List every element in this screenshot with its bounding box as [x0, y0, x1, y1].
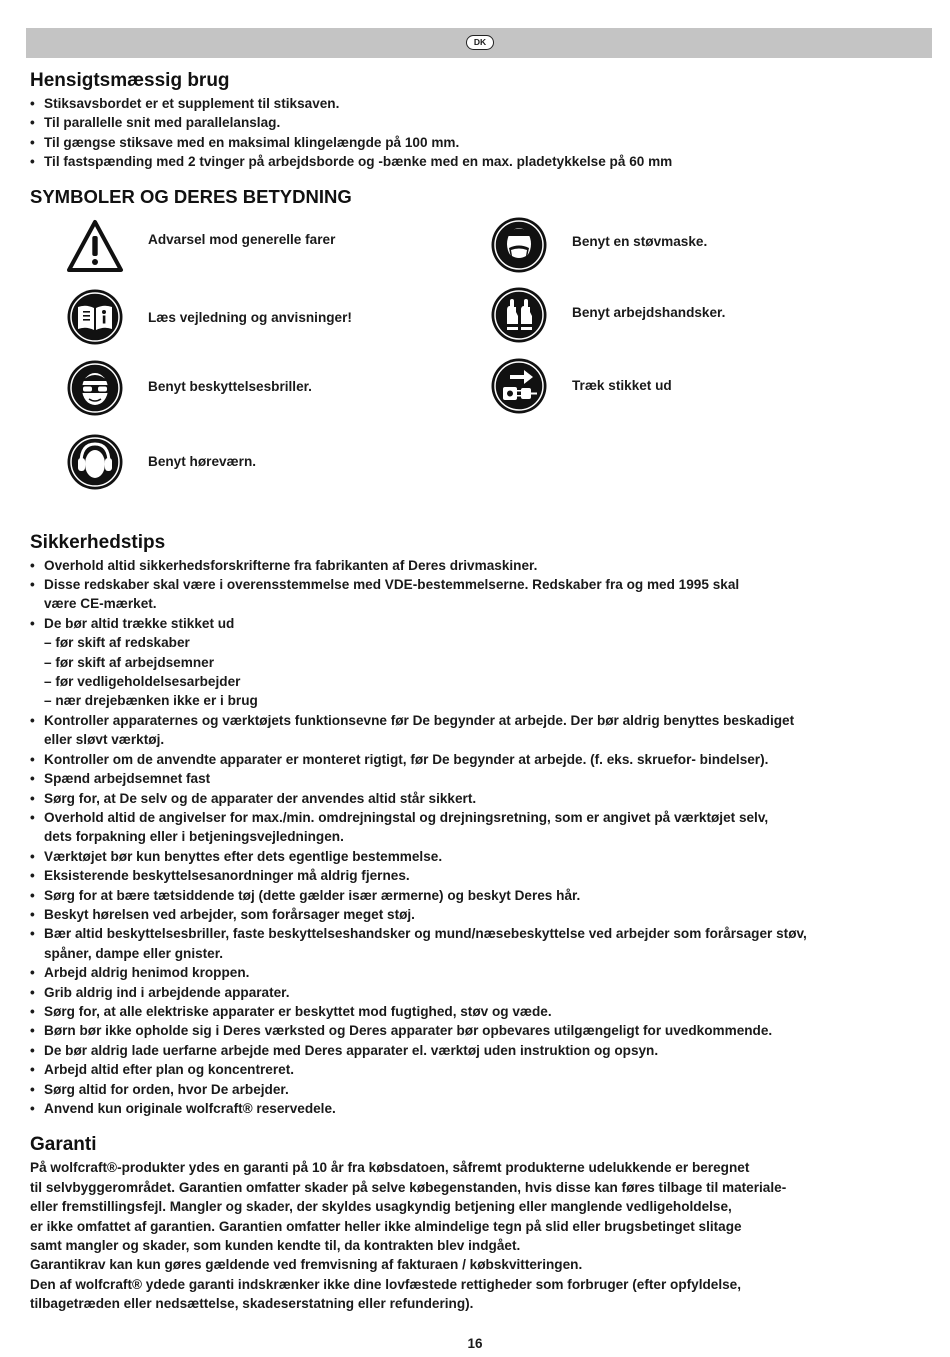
read-manual-icon — [66, 288, 124, 346]
list-item-text: • Anvend kun originale wolfcraft® reservedele. — [44, 1101, 336, 1116]
list-item-continuation: – før skift af arbejdsemner — [44, 654, 214, 670]
list-item-text: • De bør aldrig lade uerfarne arbejde med Deres apparater el. værktøj uden instruktion og opsyn. — [44, 1042, 659, 1058]
dust-mask-icon — [490, 216, 548, 274]
symbols-grid — [30, 218, 930, 528]
warranty-line: samt mangler og skader, som kunden kendte til, da kontrakten blev indgået. — [30, 1238, 521, 1254]
intended-use-list — [30, 94, 930, 172]
list-item-text: • Børn bør ikke opholde sig i Deres værksted og Deres apparater bør opbevares utilgængeligt for uvedkommende. — [44, 1023, 773, 1039]
warning-triangle-icon — [66, 218, 124, 276]
intended-use-heading: Hensigtsmæssig brug — [30, 70, 230, 91]
list-item-continuation: eller sløvt værktøj. — [44, 732, 165, 748]
list-item-text: • Spænd arbejdsemnet fast — [44, 771, 211, 787]
symbols-heading: SYMBOLER OG DERES BETYDNING — [30, 185, 352, 207]
list-item-text: • Sørg for at bære tætsiddende tøj (dette gælder især ærmerne) og beskyt Deres hår. — [44, 887, 581, 903]
list-item-text: • De bør altid trække stikket ud — [44, 615, 235, 631]
safety-list — [30, 556, 930, 1119]
list-item-continuation: være CE-mærket. — [44, 596, 157, 612]
list-item — [30, 905, 930, 924]
list-item-text: • Kontroller om de anvendte apparater er monteret rigtigt, før De begynder at arbejde. (f. eks. skruefor- bindelser). — [44, 751, 769, 767]
list-item-text: • Kontroller apparaternes og værktøjets funktionsevne før De begynder at arbejde. Der bør aldrig benyttes beskadiget — [44, 712, 795, 728]
list-item-continuation: – før vedligeholdelsesarbejder — [44, 674, 241, 690]
symbol-label: Benyt arbejdshandsker. — [572, 304, 726, 320]
list-item-text: • Eksisterende beskyttelsesanordninger må aldrig fjernes. — [44, 868, 410, 884]
page-number: 16 — [467, 1336, 483, 1351]
unplug-icon — [490, 357, 548, 415]
list-item-text: • Overhold altid de angivelser for max./min. omdrejningstal og drejningsretning, som er angivet på værktøjet selv, — [44, 809, 769, 825]
list-item-text: • Beskyt hørelsen ved arbejder, som forårsager meget støj. — [44, 906, 415, 922]
list-item — [30, 808, 930, 847]
list-item-text: • Sørg for, at alle elektriske apparater er beskyttet mod fugtighed, støv og væde. — [44, 1003, 552, 1019]
list-item-text: • Bær altid beskyttelsesbriller, faste beskyttelseshandsker og mund/næsebeskyttelse ved arbejder som forårsager støv, — [44, 926, 807, 942]
list-item — [30, 924, 930, 963]
list-item — [30, 711, 930, 750]
warranty-line: Garantikrav kan kun gøres gældende ved fremvisning af fakturaen / købskvitteringen. — [30, 1257, 583, 1273]
symbol-label: Benyt en støvmaske. — [572, 233, 708, 249]
list-item — [30, 769, 930, 788]
list-item-text: • Værktøjet bør kun benyttes efter dets egentlige bestemmelse. — [44, 848, 443, 864]
warranty-line: tilbagetræden eller nedsættelse, skadeserstatning eller refundering). — [30, 1296, 474, 1312]
symbol-label: Træk stikket ud — [572, 377, 672, 393]
warranty-heading: Garanti — [30, 1134, 97, 1156]
list-item — [30, 1021, 930, 1040]
safety-goggles-icon — [66, 359, 124, 417]
list-item — [30, 886, 930, 905]
list-item-continuation: spåner, dampe eller gnister. — [44, 945, 224, 961]
work-gloves-icon — [490, 286, 548, 344]
list-item-continuation: dets forpakning eller i betjeningsvejledningen. — [44, 829, 344, 845]
warranty-text — [30, 1158, 930, 1313]
list-item-text: • Arbejd aldrig henimod kroppen. — [44, 965, 250, 981]
list-item — [30, 847, 930, 866]
list-item-text: • Arbejd altid efter plan og koncentreret. — [44, 1062, 295, 1078]
symbol-label: Advarsel mod generelle farer — [148, 231, 336, 247]
warranty-line: På wolfcraft®-produkter ydes en garanti på 10 år fra købsdatoen, såfremt produkterne udelukkende er beregnet — [30, 1160, 750, 1176]
list-item — [30, 963, 930, 982]
list-item: • Til parallelle snit med parallelanslag. — [30, 113, 930, 132]
warranty-line: Den af wolfcraft® ydede garanti indskrænker ikke dine lovfæstede rettigheder som forbruger (efter opfyldelse, — [30, 1276, 742, 1292]
list-item-text: • Overhold altid sikkerhedsforskrifterne fra fabrikanten af Deres drivmaskiner. — [44, 557, 538, 573]
list-item — [30, 556, 930, 575]
list-item: • Til fastspænding med 2 tvinger på arbejdsborde og -bænke med en max. pladetykkelse på 60 mm — [30, 152, 930, 171]
list-item-text: • Grib aldrig ind i arbejdende apparater. — [44, 984, 290, 1000]
safety-heading: Sikkerhedstips — [30, 531, 166, 553]
language-badge: DK — [466, 35, 494, 50]
list-item: • Stiksavsbordet er et supplement til stiksaven. — [30, 94, 930, 113]
list-item-text: • Sørg for, at De selv og de apparater der anvendes altid står sikkert. — [44, 790, 477, 806]
list-item — [30, 866, 930, 885]
list-item — [30, 575, 930, 614]
list-item — [30, 1060, 930, 1079]
symbol-label: Benyt høreværn. — [148, 453, 257, 469]
list-item-text: • Disse redskaber skal være i overensstemmelse med VDE-bestemmelserne. Redskaber fra og med 1995 skal — [44, 577, 740, 593]
page-content — [30, 68, 930, 1314]
list-item: • Til gængse stiksave med en maksimal klingelængde på 100 mm. — [30, 133, 930, 152]
list-item — [30, 1099, 930, 1118]
list-item — [30, 750, 930, 769]
ear-protection-icon — [66, 433, 124, 491]
warranty-line: er ikke omfattet af garantien. Garantien omfatter heller ikke almindelige tegn på slid eller brugsbetinget slitage — [30, 1218, 742, 1234]
list-item-continuation: – før skift af redskaber — [44, 635, 190, 651]
list-item — [30, 789, 930, 808]
list-item-text: • Sørg altid for orden, hvor De arbejder. — [44, 1081, 289, 1097]
warranty-line: eller fremstillingsfejl. Mangler og skader, der skyldes usagkyndig betjening eller manglende vedligeholdelse, — [30, 1199, 732, 1215]
list-item — [30, 1041, 930, 1060]
list-item — [30, 1080, 930, 1099]
warranty-line: til selvbyggerområdet. Garantien omfatter skader på selve købegenstanden, hvis disse kan føres tilbage til materiale- — [30, 1179, 787, 1195]
list-item — [30, 983, 930, 1002]
list-item-continuation: – nær drejebænken ikke er i brug — [44, 693, 258, 709]
symbol-label: Læs vejledning og anvisninger! — [148, 309, 352, 325]
list-item — [30, 614, 930, 711]
list-item — [30, 1002, 930, 1021]
symbol-label: Benyt beskyttelsesbriller. — [148, 378, 312, 394]
